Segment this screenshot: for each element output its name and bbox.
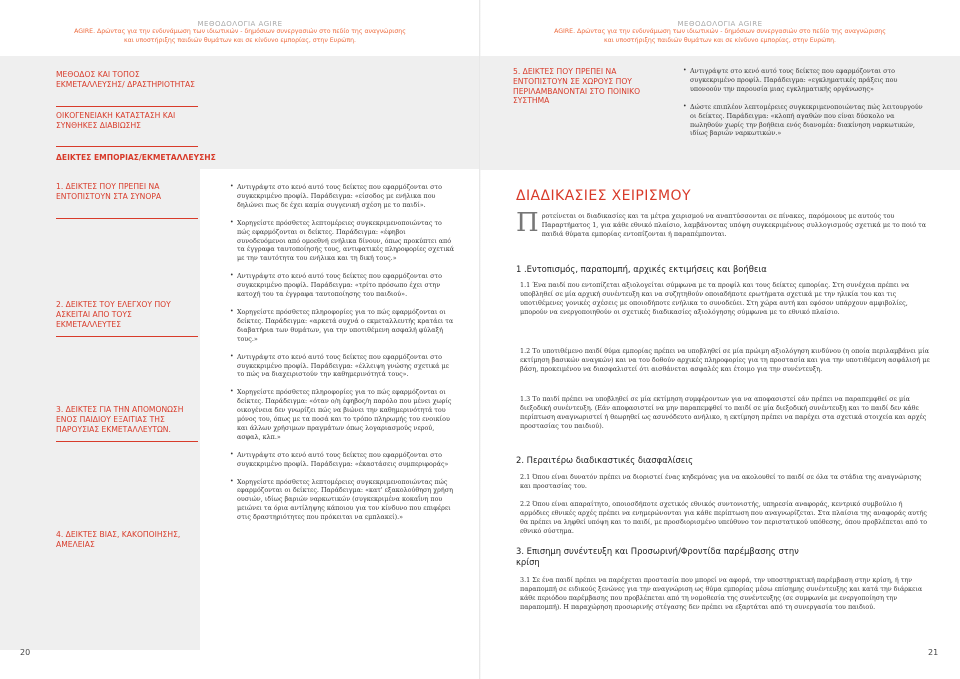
heading-violence-indicators: 4. ΔΕΙΚΤΕΣ ΒΙΑΣ, ΚΑΚΟΠΟΙΗΣΗΣ, ΑΜΕΛΕΙΑΣ (56, 530, 181, 549)
header-line-2: και υποστήριξης παιδιών θυμάτων και σε κίνδυνο εμπορίας, στην Ευρώπη. (604, 36, 836, 44)
header-line-2: και υποστήριξης παιδιών θυμάτων και σε κίνδυνο εμπορίας, στην Ευρώπη. (124, 36, 356, 44)
list-item: • Χορηγείστε πρόσθετες λεπτομέρειες συγκεκριμενοποιώντας πώς εφαρμόζονται οι δείκτες. Παράδειγμα: «κατ' εξακολούθηση χρήση ουσιών, ιδίως βαριών ναρκωτικών (συγκεκριμένα κοκαΐνη που μειώνει τα όρια αντίληψης κάποιου για τον κίνδυνο που επιφέρει στις δραστηριότητες που πρόκειται να εμπλακεί).» (230, 477, 453, 522)
section-heading-family: ΟΙΚΟΓΕΝΕΙΑΚΗ ΚΑΤΑΣΤΑΣΗ ΚΑΙ ΣΥΝΘΗΚΕΣ ΔΙΑΒΙΩΣΗΣ (56, 111, 176, 130)
divider (56, 218, 198, 219)
divider (56, 146, 198, 147)
list-item: • Αντιγράψτε στο κενό αυτό τους δείκτες που εφαρμόζονται στο συγκεκριμένο προφίλ. Παράδειγμα: «τρίτο πρόσωπο έχει στην κατοχή του τα έγγραφα ταυτοποίησης του παιδιού». (230, 272, 442, 299)
list-item: • Αντιγράψτε στο κενό αυτό τους δείκτες που εφαρμόζονται στο συγκεκριμένο προφίλ. Παράδειγμα: «έκαστάσεις συμπεριφοράς» (230, 450, 449, 468)
running-header-left (40, 20, 440, 45)
list-item: • Αντιγράψτε στο κενό αυτό τους δείκτες που εφαρμόζονται στο συγκεκριμένο προφίλ. Παράδειγμα: «εγκληματικές πράξεις που υπονοούν την παρουσία μιας εγκληματικής οργάνωσης» (683, 67, 898, 93)
header-line-1: AGIRE. Δρώντας για την ενδυνάμωση των ιδιωτικών - δημόσιων συνεργασιών στο πεδίο της αναγνώρισης (74, 28, 406, 36)
bullet-list-left (230, 183, 455, 531)
bullet-list-right (683, 67, 923, 147)
list-item: • Χορηγείστε πρόσθετες λεπτομέρειες συγκεκριμενοποιώντας το πώς εφαρμόζονται οι δείκτες. Παράδειγμα: «έφηβοι συνοδευόμενοι από ομοεθνή ενήλικα δίνουν, όπως προκύπτει από τα έγγραφα ταυτοποίησής τους, αντιφατικές πληροφορίες σχετικά με την ταυτότητα του ενήλικα και τη δική τους.» (230, 218, 455, 263)
section-heading-3: 3. Επισημη συνέντευξη και Προσωρινή/Φροντίδα παρέμβασης στην κρίση (516, 546, 799, 567)
list-item: • Αντιγράψτε στο κενό αυτό τους δείκτες που εφαρμόζονται στο συγκεκριμένο προφίλ. Παράδειγμα: «είσοδος με ενήλικα που δηλώνει πως δε έχει καμία συγγενική σχέση με το παιδί». (230, 183, 442, 209)
drop-cap: Π (516, 208, 539, 238)
header-title: ΜΕΘΟΔΟΛΟΓΙΑ AGIRE (677, 20, 763, 28)
paragraph-2-2: 2.2 Όπου είναι απαραίτητο, οποιοσδήποτε σχετικός εθνικός συντονιστής, υπηρεσία αναφοράς, κεντρικό συμβούλιο ή αρμόδιες εθνικές αρχές πρέπει να ενημερώνονται για κάθε περίπτωση που αναγνωρίζεται. Στα πλαίσια της αναφοράς αυτής θα πρέπει να ληφθεί υπόψη και το παιδί, με προσδιορισμένο υπεύθυνο τον περιστατικού υπόθεσης, όπου προβλέπεται από το εθνικό σύστημα. (520, 500, 928, 535)
intro-paragraph: Προτείνεται οι διαδικασίες και τα μέτρα χειρισμού να αναπτύσσονται σε πίνακες, παρόμοιους με αυτούς του Παραρτήματος 1, για κάθε εθνικό πλαίσιο, λαμβάνοντας υπόψη συγκεκριμένους συλλογισμούς σχετικά με το ποιό τα παιδιά θύματα εμπορίας εντοπίζονται ή παραπέμπονται. (516, 208, 927, 238)
list-item: • Δώστε επιπλέον λεπτομέρειες συγκεκριμενοποιώντας πώς λειτουργούν οι δείκτες. Παράδειγμα: «κλοπή αγαθών που είναι δύσκολο να πωληθούν χωρίς την βοήθεια ενός διανομέα: διακίνηση ναρκωτικών, ιδίως βαριών ναρκωτικών.» (683, 102, 923, 138)
running-header-right (520, 20, 920, 45)
heading-isolation-indicators: 3. ΔΕΙΚΤΕΣ ΓΙΑ ΤΗΝ ΑΠΟΜΟΝΩΣΗ ΕΝΟΣ ΠΑΙΔΙΟΥ ΕΞΑΙΤΙΑΣ ΤΗΣ ΠΑΡΟΥΣΙΑΣ ΕΚΜΕΤΑΛΛΕΥΤΩΝ. (56, 405, 184, 434)
paragraph-1-2: 1.2 Το υποτιθέμενο παιδί θύμα εμπορίας πρέπει να υποβληθεί σε μία πρώιμη αξιολόγηση κινδύνου (η οποία περιλαμβάνει μία εκτίμηση βασικών αναγκών) και να του δοθούν αρχικές πληροφορίες για τη προστασία και για την υποτιθέμενη ασφάλισή με βάση, προκειμένου να διασφαλιστεί ότι αισθάνεται ασφαλές και έτοιμο για την συνέντευξη. (520, 347, 930, 373)
heading-control-indicators: 2. ΔΕΙΚΤΕΣ ΤΟΥ ΕΛΕΓΧΟΥ ΠΟΥ ΑΣΚΕΙΤΑΙ ΑΠΟ ΤΟΥΣ ΕΚΜΕΤΑΛΛΕΥΤΕΣ (56, 300, 171, 329)
list-item: • Αντιγράψτε στο κενό αυτό τους δείκτες που εφαρμόζονται στο συγκεκριμένο προφίλ. Παράδειγμα: «έλλειψη γνώσης σχετικά με το πώς να διαχειριστούν την καθημερινότητά τους». (230, 352, 449, 379)
paragraph-1-3: 1.3 Το παιδί πρέπει να υποβληθεί σε μία εκτίμηση συμφέροντων για να αποφασιστεί εάν πρέπει να παραπεμφθεί σε μία διεξοδική συνέντευξη. (Εάν αποφασιστεί να μην παραπεμφθεί το παιδί σε μία διεξοδική συνέντευξη και το παιδί δεν κάθε περίπτωση αναγνωριστεί ή θεωρηθεί ως ασυνόδευτο ανήλικο, η εκτίμηση πρέπει να παρέχει στα σχετικά στοιχεία και αρχές προστασίας του παιδιού). (520, 395, 927, 430)
page-number-right: 21 (928, 648, 939, 657)
paragraph-1-1: 1.1 Ένα παιδί που εντοπίζεται αξιολογείται σύμφωνα με τα προφίλ και τους δείκτες εμπορίας. Στη συνέχεια πρέπει να υποβληθεί σε μία αρχική συνέντευξη και να συζητηθούν οποιαδήποτε ερωτήματα σχετικά με την ηλικία του και τις υποτιθέμενες γονικές σχέσεις με οποιοδήποτε ενήλικα το συνοδεύει. Στη χώρα αυτή και εφόσον υπάρχουν αμφιβολίες, μπορούν να ενεργοποιηθούν οι σχετικές διαδικασίες αξιολόγησης σύμφωνα με το εθνικό πλαίσιο. (520, 281, 910, 316)
main-heading: ΔΙΑΔΙΚΑΣΙΕΣ ΧΕΙΡΙΣΜΟΥ (516, 188, 691, 204)
page-number-left: 20 (20, 648, 31, 657)
section-heading-indicators: ΔΕΙΚΤΕΣ ΕΜΠΟΡΙΑΣ/ΕΚΜΕΤΑΛΛΕΥΣΗΣ (56, 153, 216, 162)
heading-penal-system-indicators: 5. ΔΕΙΚΤΕΣ ΠΟΥ ΠΡΕΠΕΙ ΝΑ ΕΝΤΟΠΙΣΤΟΥΝ ΣΕ ΧΩΡΟΥΣ ΠΟΥ ΠΕΡΙΛΑΜΒΑΝΟΝΤΑΙ ΣΤΟ ΠΟΙΝΙΚΟ ΣΥΣΤΗΜΑ (513, 67, 641, 106)
list-item: • Χορηγείστε πρόσθετες πληροφορίες για το πώς εφαρμόζονται οι δείκτες. Παράδειγμα: «όταν ο/η έφηβος/η παρόλο που μένει χωρίς οικογένεια δεν γνωρίζει πώς να βιώνει την καθημερινότητά του μόνος του, όπως με τα ποσά και το τρόπο πληρωμής του ενοικίου και άλλων χρήσιμων πραγμάτων όπως λογαριασμούς νερού, ασφαλ, κλπ.» (230, 388, 452, 441)
heading-border-indicators: 1. ΔΕΙΚΤΕΣ ΠΟΥ ΠΡΕΠΕΙ ΝΑ ΕΝΤΟΠΙΣΤΟΥΝ ΣΤΑ ΣΥΝΟΡΑ (56, 182, 162, 201)
divider (56, 106, 198, 107)
header-line-1: AGIRE. Δρώντας για την ενδυνάμωση των ιδιωτικών - δημόσιων συνεργασιών στο πεδίο της αναγνώρισης (554, 28, 886, 36)
section-heading-method: ΜΕΘΟΔΟΣ ΚΑΙ ΤΟΠΟΣ ΕΚΜΕΤΑΛΛΕΥΣΗΣ/ ΔΡΑΣΤΗΡΙΟΤΗΤΑΣ (56, 70, 195, 89)
list-item: • Χορηγείστε πρόσθετες πληροφορίες για το πώς εφαρμόζονται οι δείκτες. Παράδειγμα: «αρκετά συχνά ο εκμεταλλευτής κρατάει τα διαβατήρια των θυμάτων, για την υποτιθέμενη ασφαλή φύλαξή τους.» (230, 307, 454, 343)
divider (56, 336, 198, 337)
paragraph-3-1: 3.1 Σε ένα παιδί πρέπει να παρέχεται προστασία που μπορεί να αφορά, την υποστηρικτική παρέμβαση στην κρίση, ή την παραπομπή σε ειδικούς ξενώνες για την αναγνώριση ως θύμα εμπορίας μέσω επίσημης συνέντευξης και κατά την διάρκεια κάθε περιόδου παρέμβασης που προβλέπεται από τη νομοθεσία της συνέντευξης (σε συμφωνία με ενεργοποίηση την παραπομπή). Η παραχώρηση προσωρινής στέγασης δεν πρέπει να εξαρτάται από τη συνεργασία του παιδιού. (520, 576, 923, 611)
paragraph-2-1: 2.1 Όπου είναι δυνατόν πρέπει να διοριστεί ένας κηδεμόνας για να ακολουθεί το παιδί σε όλα τα στάδια της αναγνώρισης και προστασίας του. (520, 473, 922, 490)
header-title: ΜΕΘΟΔΟΛΟΓΙΑ AGIRE (197, 20, 283, 28)
section-heading-1: 1 .Εντοπισμός, παραπομπή, αρχικές εκτιμήσεις και βοήθεια (516, 264, 767, 274)
divider (56, 441, 198, 442)
section-heading-2: 2. Περαιτέρω διαδικαστικές διασφαλίσεις (516, 455, 694, 465)
